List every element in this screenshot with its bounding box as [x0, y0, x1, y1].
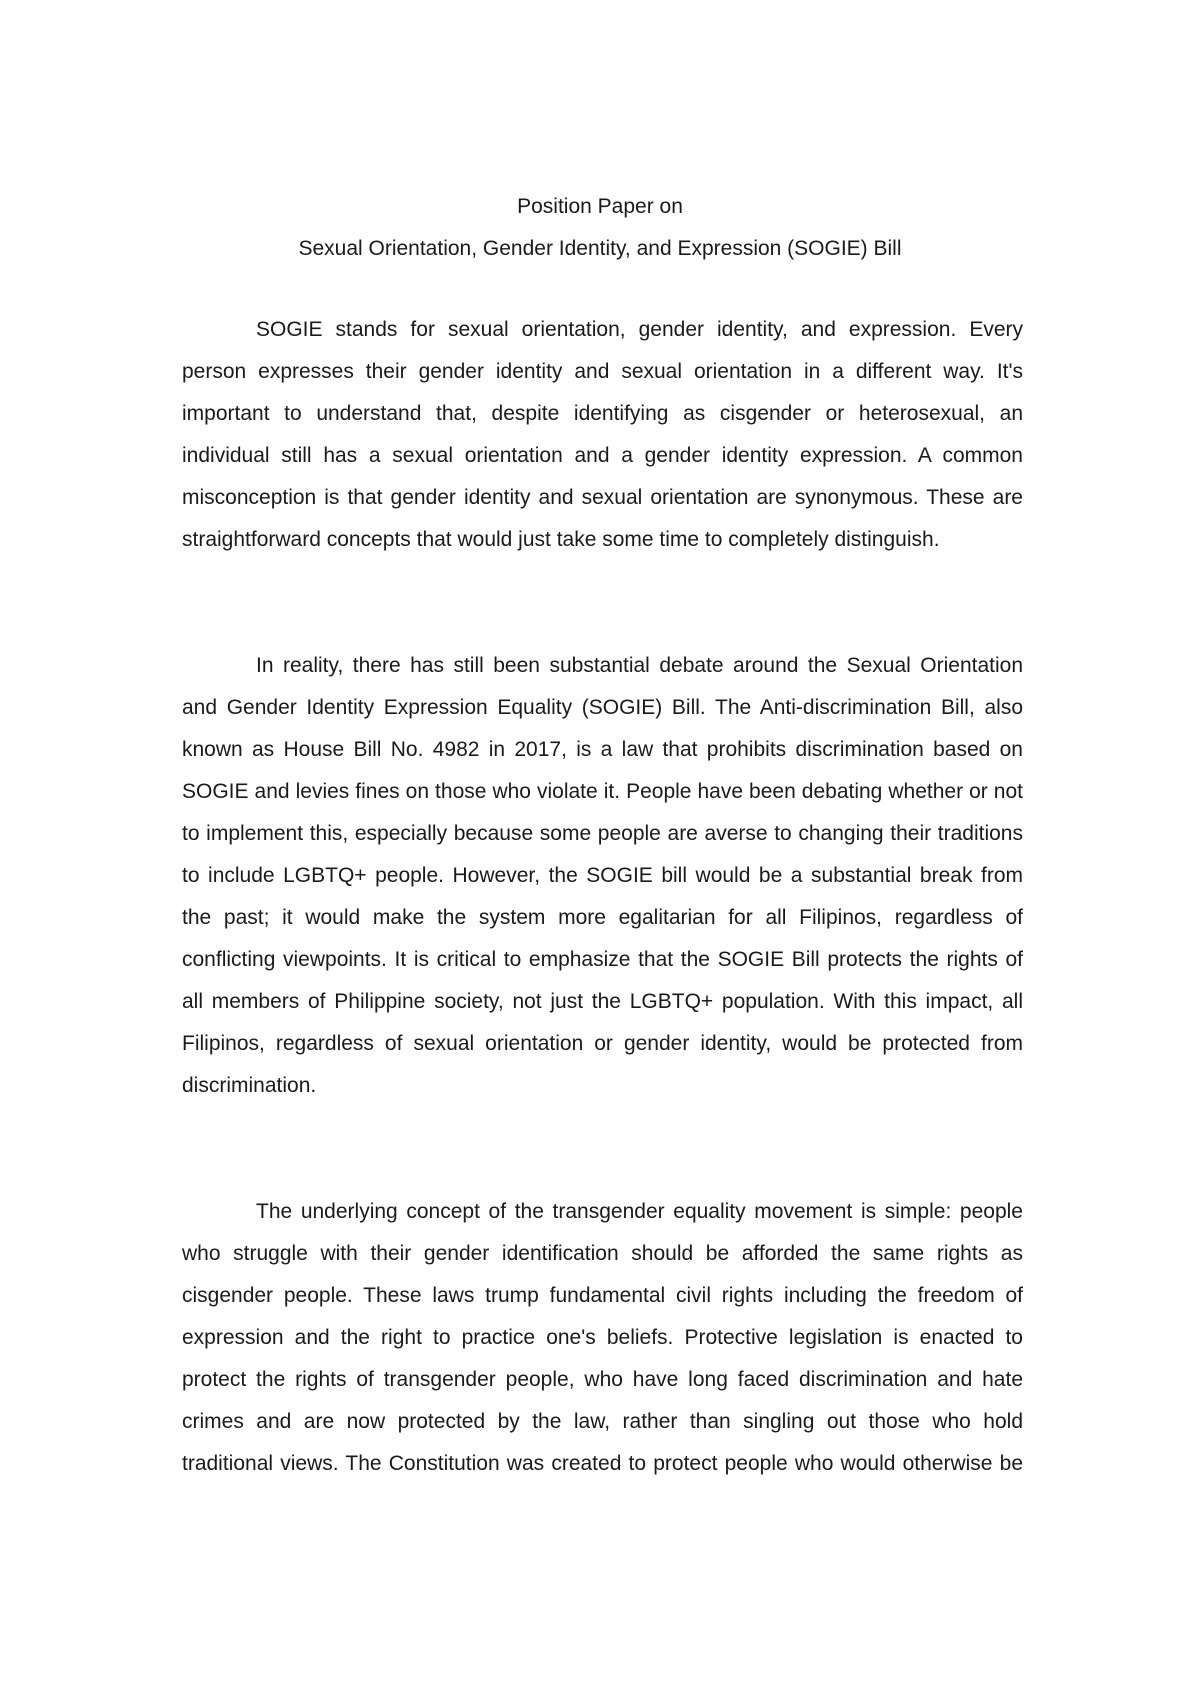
- document-subtitle: Sexual Orientation, Gender Identity, and Expression (SOGIE) Bill: [298, 237, 902, 260]
- paragraph-1-block: [182, 309, 1023, 561]
- paragraph: The underlying concept of the transgender equality movement is simple: people who struggle with their gender identification should be afforded the same rights as cisgender people. These laws trump fundamental civil rights including the freedom of expression and the right to practice one's beliefs. Protective legislation is enacted to protect the rights of transgender people, who have long faced discrimination and hate crimes and are now protected by the law, rather than singling out those who hold traditional views. The Constitution was created to protect people who would otherwise be: [182, 1200, 1023, 1475]
- paragraph-2-block: [182, 645, 1023, 1107]
- title-block: [0, 186, 1200, 270]
- paragraph: In reality, there has still been substantial debate around the Sexual Orientation and Gender Identity Expression Equality (SOGIE) Bill. The Anti-discrimination Bill, also known as House Bill No. 4982 in 2017, is a law that prohibits discrimination based on SOGIE and levies fines on those who violate it. People have been debating whether or not to implement this, especially because some people are averse to changing their traditions to include LGBTQ+ people. However, the SOGIE bill would be a substantial break from the past; it would make the system more egalitarian for all Filipinos, regardless of conflicting viewpoints. It is critical to emphasize that the SOGIE Bill protects the rights of all members of Philippine society, not just the LGBTQ+ population. With this impact, all Filipinos, regardless of sexual orientation or gender identity, would be protected from discrimination.: [182, 654, 1023, 1097]
- paragraph: SOGIE stands for sexual orientation, gender identity, and expression. Every person expresses their gender identity and sexual orientation in a different way. It's important to understand that, despite identifying as cisgender or heterosexual, an individual still has a sexual orientation and a gender identity expression. A common misconception is that gender identity and sexual orientation are synonymous. These are straightforward concepts that would just take some time to completely distinguish.: [182, 318, 1023, 551]
- document-title: Position Paper on: [517, 195, 683, 218]
- paragraph-3-block: [182, 1191, 1023, 1485]
